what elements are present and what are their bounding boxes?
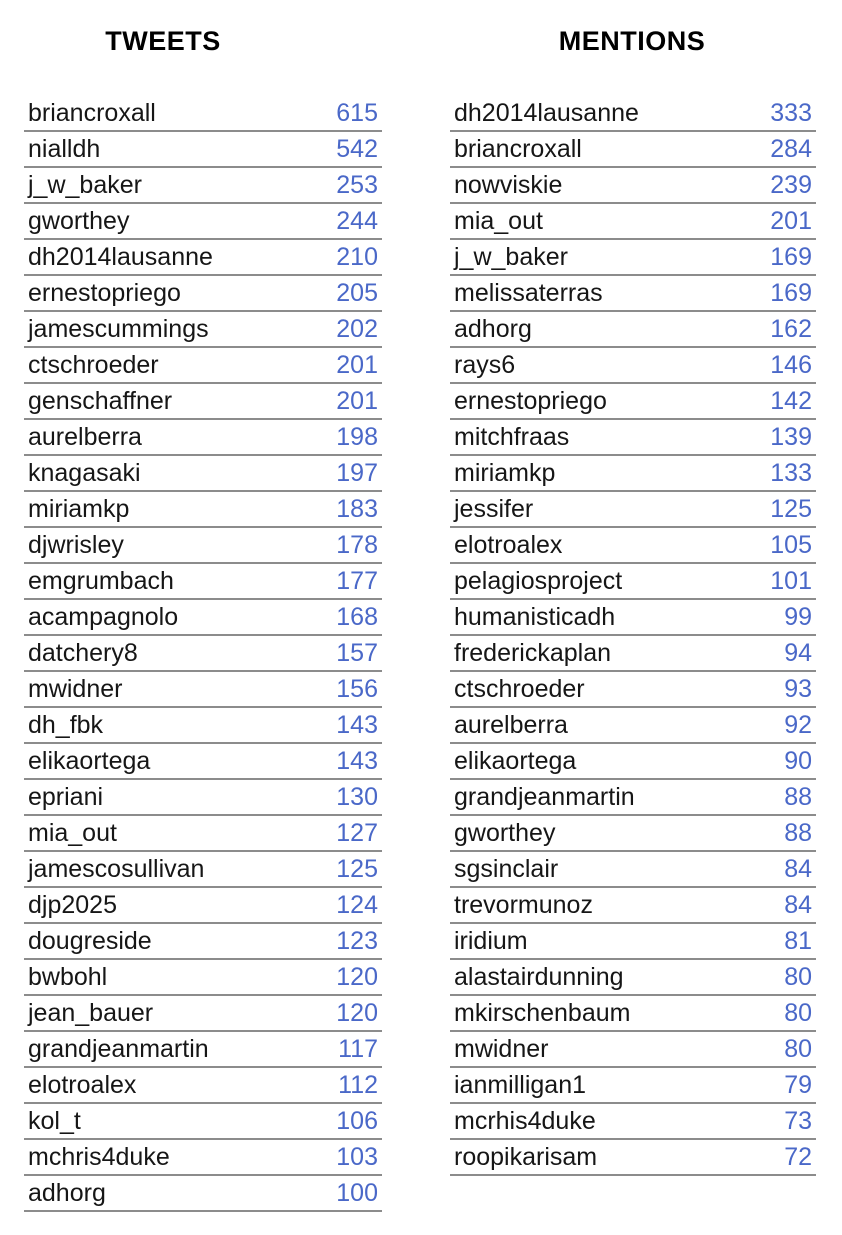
username: mia_out [454,207,543,235]
username: melissaterras [454,279,603,307]
username: nialldh [28,135,101,163]
username: ctschroeder [454,675,585,703]
list-item [450,564,816,600]
count-value: 84 [784,891,812,919]
list-item [450,1068,816,1104]
list-item [24,420,382,456]
username: gworthey [28,207,130,235]
count-value: 253 [336,171,378,199]
list-item [24,744,382,780]
list-item [450,996,816,1032]
count-value: 106 [336,1107,378,1135]
count-value: 201 [336,387,378,415]
list-item [450,888,816,924]
list-item [24,1068,382,1104]
count-value: 201 [770,207,812,235]
list-item [24,672,382,708]
list-item [450,672,816,708]
username: ianmilligan1 [454,1071,587,1099]
count-value: 101 [770,567,812,595]
username: jamescosullivan [28,855,205,883]
list-item [450,456,816,492]
list-item [24,204,382,240]
username: mchris4duke [28,1143,170,1171]
count-value: 125 [336,855,378,883]
count-value: 120 [336,963,378,991]
list-item [450,1140,816,1176]
list-item [450,420,816,456]
username: djwrisley [28,531,124,559]
username: elotroalex [28,1071,137,1099]
mentions-list [450,96,816,1176]
list-item [24,348,382,384]
count-value: 80 [784,1035,812,1063]
count-value: 92 [784,711,812,739]
username: dh2014lausanne [454,99,639,127]
mentions-heading: MENTIONS [558,26,706,56]
username: elikaortega [28,747,151,775]
count-value: 239 [770,171,812,199]
count-value: 123 [336,927,378,955]
list-item [24,924,382,960]
count-value: 177 [336,567,378,595]
list-item [24,996,382,1032]
username: dougreside [28,927,152,955]
list-item [24,1140,382,1176]
username: pelagiosproject [454,567,623,595]
username: kol_t [28,1107,81,1135]
list-item [24,816,382,852]
username: mwidner [454,1035,549,1063]
username: briancroxall [454,135,582,163]
username: aurelberra [28,423,142,451]
username: emgrumbach [28,567,174,595]
username: miriamkp [454,459,556,487]
list-item [24,1176,382,1212]
count-value: 79 [784,1071,812,1099]
list-item [450,1032,816,1068]
username: gworthey [454,819,556,847]
username: rays6 [454,351,516,379]
count-value: 120 [336,999,378,1027]
username: sgsinclair [454,855,559,883]
username: datchery8 [28,639,138,667]
username: mcrhis4duke [454,1107,596,1135]
count-value: 103 [336,1143,378,1171]
count-value: 197 [336,459,378,487]
list-item [24,492,382,528]
count-value: 201 [336,351,378,379]
list-item [24,780,382,816]
username: miriamkp [28,495,130,523]
username: alastairdunning [454,963,624,991]
username: mia_out [28,819,117,847]
tweets-list [24,96,382,1212]
list-item [24,456,382,492]
count-value: 169 [770,279,812,307]
list-item [450,852,816,888]
list-item [450,204,816,240]
username: ernestopriego [28,279,181,307]
count-value: 142 [770,387,812,415]
list-item [450,636,816,672]
username: knagasaki [28,459,141,487]
count-value: 73 [784,1107,812,1135]
list-item [450,744,816,780]
list-item [24,888,382,924]
list-item [450,276,816,312]
count-value: 90 [784,747,812,775]
list-item [24,384,382,420]
count-value: 542 [336,135,378,163]
count-value: 205 [336,279,378,307]
count-value: 156 [336,675,378,703]
count-value: 284 [770,135,812,163]
count-value: 139 [770,423,812,451]
list-item [24,276,382,312]
list-item [450,1104,816,1140]
list-item [24,312,382,348]
username: bwbohl [28,963,108,991]
count-value: 210 [336,243,378,271]
list-item [24,240,382,276]
username: briancroxall [28,99,156,127]
username: roopikarisam [454,1143,598,1171]
list-item [450,960,816,996]
list-item [450,168,816,204]
username: djp2025 [28,891,117,919]
username: mwidner [28,675,123,703]
username: elotroalex [454,531,563,559]
list-item [24,600,382,636]
list-item [450,240,816,276]
list-item [450,492,816,528]
list-item [450,600,816,636]
count-value: 112 [338,1071,378,1099]
username: adhorg [28,1179,106,1207]
list-item [450,312,816,348]
list-item [24,708,382,744]
username: acampagnolo [28,603,179,631]
count-value: 130 [336,783,378,811]
username: genschaffner [28,387,173,415]
count-value: 178 [336,531,378,559]
count-value: 81 [784,927,812,955]
username: dh_fbk [28,711,104,739]
count-value: 99 [784,603,812,631]
username: epriani [28,783,104,811]
username: mkirschenbaum [454,999,631,1027]
count-value: 183 [336,495,378,523]
username: jamescummings [28,315,209,343]
list-item [24,96,382,132]
list-item [24,636,382,672]
count-value: 80 [784,999,812,1027]
count-value: 84 [784,855,812,883]
list-item [24,1032,382,1068]
username: grandjeanmartin [454,783,635,811]
list-item [24,852,382,888]
count-value: 72 [784,1143,812,1171]
username: humanisticadh [454,603,616,631]
username: elikaortega [454,747,577,775]
count-value: 143 [336,711,378,739]
list-item [24,168,382,204]
list-item [450,924,816,960]
count-value: 333 [770,99,812,127]
list-item [24,564,382,600]
username: frederickaplan [454,639,612,667]
username: j_w_baker [28,171,142,199]
username: ernestopriego [454,387,607,415]
list-item [450,132,816,168]
username: jessifer [454,495,534,523]
count-value: 157 [336,639,378,667]
count-value: 117 [338,1035,378,1063]
count-value: 169 [770,243,812,271]
count-value: 88 [784,783,812,811]
list-item [450,816,816,852]
list-item [450,528,816,564]
username: trevormunoz [454,891,593,919]
username: iridium [454,927,528,955]
count-value: 244 [336,207,378,235]
count-value: 615 [336,99,378,127]
username: dh2014lausanne [28,243,213,271]
count-value: 133 [770,459,812,487]
count-value: 88 [784,819,812,847]
username: grandjeanmartin [28,1035,209,1063]
count-value: 105 [770,531,812,559]
count-value: 125 [770,495,812,523]
tweets-heading: TWEETS [105,26,221,56]
count-value: 143 [336,747,378,775]
count-value: 100 [336,1179,378,1207]
count-value: 162 [770,315,812,343]
username: adhorg [454,315,532,343]
count-value: 198 [336,423,378,451]
count-value: 80 [784,963,812,991]
list-item [450,348,816,384]
username: jean_bauer [28,999,154,1027]
username: ctschroeder [28,351,159,379]
count-value: 168 [336,603,378,631]
username: aurelberra [454,711,568,739]
list-item [450,384,816,420]
list-item [450,96,816,132]
list-item [24,528,382,564]
list-item [24,1104,382,1140]
count-value: 127 [336,819,378,847]
username: nowviskie [454,171,563,199]
list-item [24,960,382,996]
list-item [24,132,382,168]
count-value: 146 [770,351,812,379]
username: j_w_baker [454,243,568,271]
list-item [450,708,816,744]
list-item [450,780,816,816]
count-value: 93 [784,675,812,703]
count-value: 202 [336,315,378,343]
username: mitchfraas [454,423,570,451]
count-value: 94 [784,639,812,667]
count-value: 124 [336,891,378,919]
